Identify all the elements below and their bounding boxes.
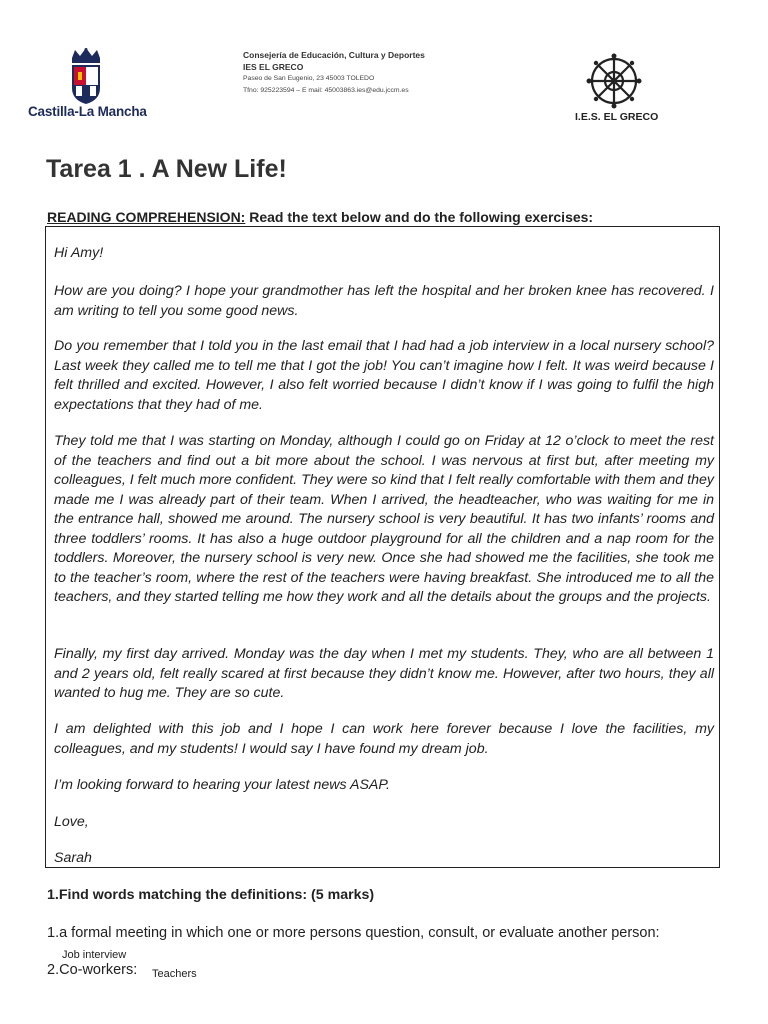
school-logo-text: I.E.S. EL GRECO: [575, 111, 659, 123]
question-2: 2.Co-workers:: [47, 962, 138, 978]
letter-paragraph-6: I’m looking forward to hearing your latest news ASAP.: [54, 777, 390, 793]
department-name: Consejería de Educación, Cultura y Deportes: [243, 50, 425, 60]
school-contact: [243, 50, 543, 96]
ies-el-greco-logo: [585, 52, 643, 110]
question-1: 1.a formal meeting in which one or more persons question, consult, or evaluate another person:: [47, 925, 660, 941]
letter-paragraph-3: They told me that I was starting on Monday, although I could go on Friday at 12 o’clock to meet the rest of the teachers and find out a bit more about the school. I was nervous at first but, after meeting my colleagues, I felt much more confident. They were so kind that I felt really comfortable with them and they made me I was already part of their team. When I arrived, the headteacher, who was waiting for me in the entrance hall, showed me around. The nursery school is very beautiful. It has two infants’ rooms and three toddlers’ rooms. It has also a huge outdoor playground for all the children and a nap room for the toddlers. Moreover, the nursery school is very new. Once she had showed me the facilities, she took me to the teacher’s room, where the rest of the teachers were having breakfast. She introduced me to all the teachers, and they started telling me how they work and all the details about the groups and the projects.: [54, 433, 714, 605]
reading-label: READING COMPREHENSION:: [47, 209, 246, 225]
reading-instruction-text: Read the text below and do the following exercises:: [245, 209, 594, 225]
school-phone-email: Tfno: 925223594 – E mail: 45003863.ies@edu.jccm.es: [243, 86, 409, 94]
answer-1[interactable]: Job interview: [62, 949, 127, 961]
exercise-title: 1.Find words matching the definitions: (5 marks): [47, 887, 375, 903]
answer-2[interactable]: Teachers: [152, 968, 197, 980]
reading-instruction: [47, 209, 593, 225]
region-logo-text: Castilla-La Mancha: [28, 104, 147, 119]
letter-paragraph-4: Finally, my first day arrived. Monday was the day when I met my students. They, who are all between 1 and 2 years old, felt really scared at first because they didn’t know me. However, after two hours, they all wanted to hug me. They are so cute.: [54, 646, 714, 701]
letter-paragraph-2: Do you remember that I told you in the last email that I had had a job interview in a local nursery school? Last week they called me to tell me that I got the job! You can’t imagine how I felt. It was weird because I felt thrilled and excited. However, I also felt worried because I didn’t know if I was going to fulfil the high expectations that they had of me.: [54, 338, 714, 413]
school-address: Paseo de San Eugenio, 23 45003 TOLEDO: [243, 75, 375, 82]
letter-paragraph-1: How are you doing? I hope your grandmother has left the hospital and her broken knee has recovered. I am writing to tell you some good news.: [54, 283, 714, 319]
letter-greeting: Hi Amy!: [54, 245, 104, 261]
letter-paragraph-5: I am delighted with this job and I hope I can work here forever because I love the facilities, my colleagues, and my students! I would say I have found my dream job.: [54, 721, 714, 757]
page-title: Tarea 1 . A New Life!: [46, 155, 287, 183]
letter-signature: Sarah: [54, 850, 92, 866]
school-name: IES EL GRECO: [243, 61, 304, 72]
letter-closing: Love,: [54, 814, 89, 830]
